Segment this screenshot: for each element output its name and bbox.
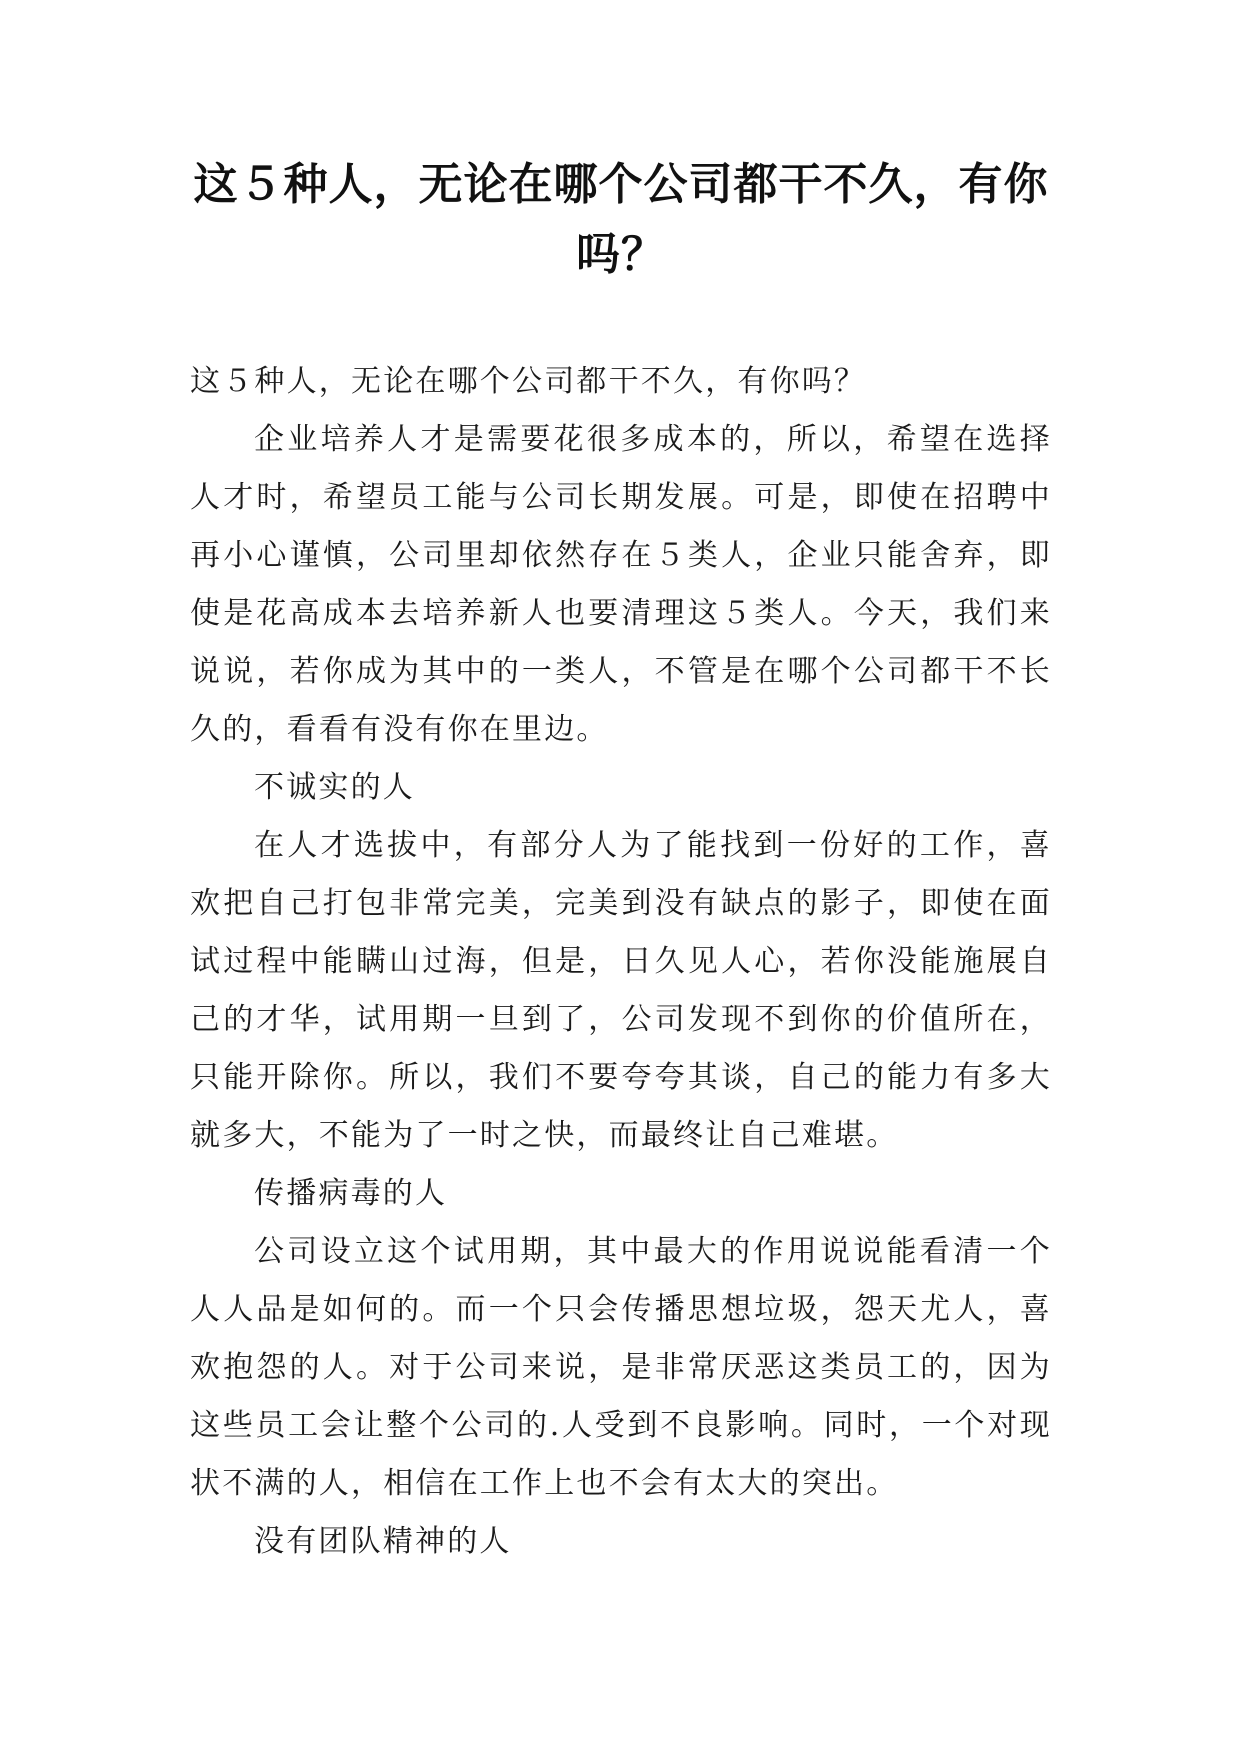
document-title: 这５种人，无论在哪个公司都干不久，有你吗？ xyxy=(193,159,1049,280)
section-heading-dishonest: 不诚实的人 xyxy=(254,770,415,805)
section-heading-negativity: 传播病毒的人 xyxy=(254,1176,448,1211)
paragraph-intro: 企业培养人才是需要花很多成本的，所以，希望在选择人才时，希望员工能与公司长期发展。可是，即使在招聘中再小心谨慎，公司里却依然存在５类人，企业只能舍弃，即使是花高成本去培养新人也要清理这５类人。今天，我们来说说，若你成为其中的一类人，不管是在哪个公司都干不长久的，看看有没有你在里边。 xyxy=(190,422,1052,747)
paragraph-negativity: 公司设立这个试用期，其中最大的作用说说能看清一个人人品是如何的。而一个只会传播思想垃圾，怨天尤人，喜欢抱怨的人。对于公司来说，是非常厌恶这类员工的，因为这些员工会让整个公司的.人受到不良影响。同时，一个对现状不满的人，相信在工作上也不会有太大的突出。 xyxy=(190,1234,1052,1501)
section-heading-teamwork: 没有团队精神的人 xyxy=(254,1524,512,1559)
paragraph-repeated-title: 这５种人，无论在哪个公司都干不久，有你吗？ xyxy=(190,364,867,399)
document-body xyxy=(190,353,1052,1571)
paragraph-dishonest: 在人才选拔中，有部分人为了能找到一份好的工作，喜欢把自己打包非常完美，完美到没有缺点的影子，即使在面试过程中能瞒山过海，但是，日久见人心，若你没能施展自己的才华，试用期一旦到了，公司发现不到你的价值所在，只能开除你。所以，我们不要夸夸其谈，自己的能力有多大就多大，不能为了一时之快，而最终让自己难堪。 xyxy=(190,828,1052,1153)
